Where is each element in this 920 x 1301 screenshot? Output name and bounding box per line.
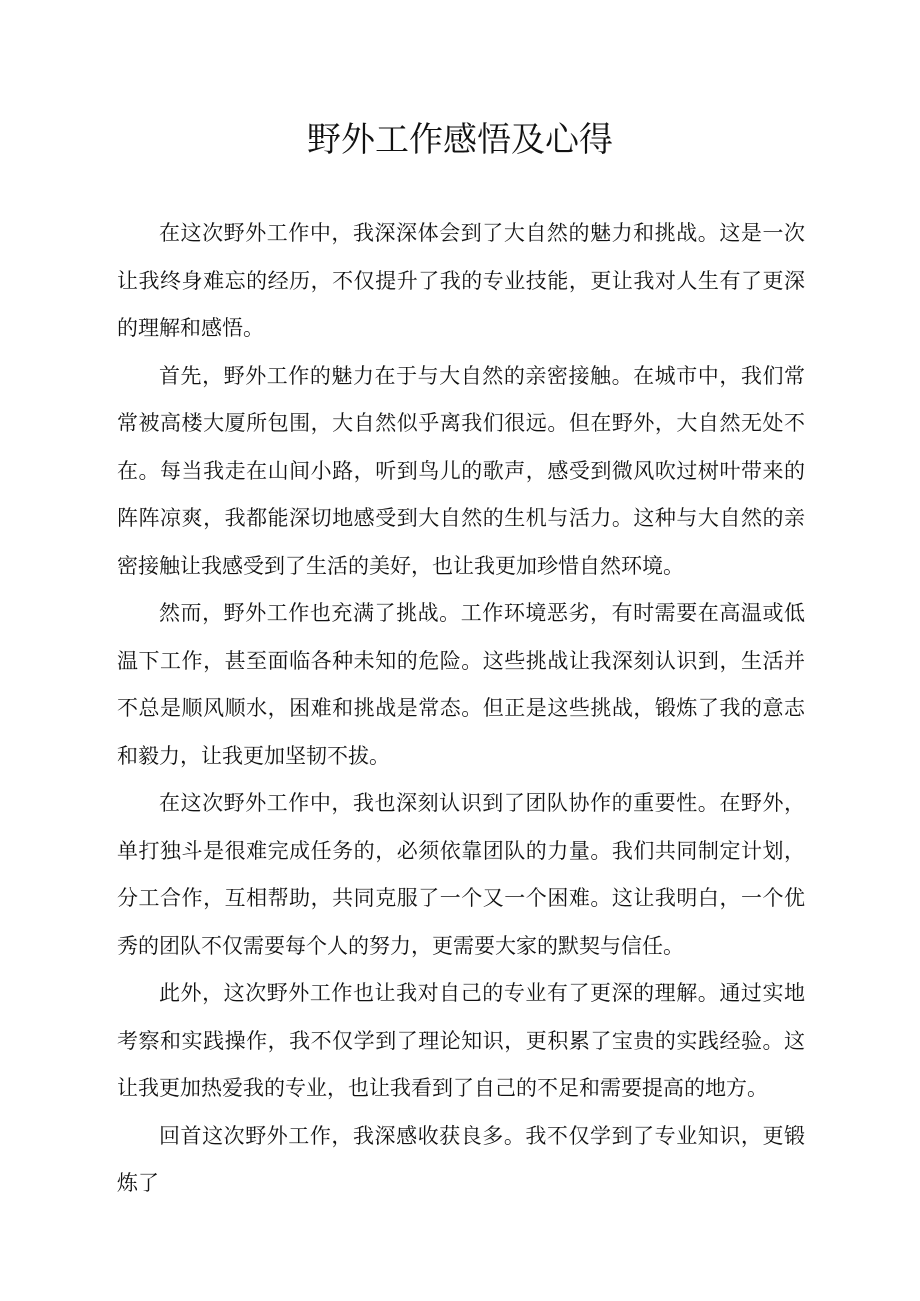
paragraph-professional-growth: 此外，这次野外工作也让我对自己的专业有了更深的理解。通过实地考察和实践操作，我不仅学到了理论知识，更积累了宝贵的实践经验。这让我更加热爱我的专业，也让我看到了自己的不足和需要提高的地方。 [117, 981, 805, 1100]
paragraph-intro: 在这次野外工作中，我深深体会到了大自然的魅力和挑战。这是一次让我终身难忘的经历，不仅提升了我的专业技能，更让我对人生有了更深的理解和感悟。 [117, 221, 805, 340]
paragraph-teamwork: 在这次野外工作中，我也深刻认识到了团队协作的重要性。在野外，单打独斗是很难完成任务的，必须依靠团队的力量。我们共同制定计划，分工合作，互相帮助，共同克服了一个又一个困难。这让我明白，一个优秀的团队不仅需要每个人的努力，更需要大家的默契与信任。 [117, 791, 805, 958]
paragraph-reflection: 回首这次野外工作，我深感收获良多。我不仅学到了专业知识，更锻炼了 [117, 1123, 805, 1195]
document-body [117, 210, 805, 1208]
paragraph-nature-charm: 首先，野外工作的魅力在于与大自然的亲密接触。在城市中，我们常常被高楼大厦所包围，大自然似乎离我们很远。但在野外，大自然无处不在。每当我走在山间小路，听到鸟儿的歌声，感受到微风吹过树叶带来的阵阵凉爽，我都能深切地感受到大自然的生机与活力。这种与大自然的亲密接触让我感受到了生活的美好，也让我更加珍惜自然环境。 [117, 363, 805, 578]
document-title: 野外工作感悟及心得 [307, 120, 613, 160]
paragraph-challenges: 然而，野外工作也充满了挑战。工作环境恶劣，有时需要在高温或低温下工作，甚至面临各种未知的危险。这些挑战让我深刻认识到，生活并不总是顺风顺水，困难和挑战是常态。但正是这些挑战，锻炼了我的意志和毅力，让我更加坚韧不拔。 [117, 601, 805, 768]
